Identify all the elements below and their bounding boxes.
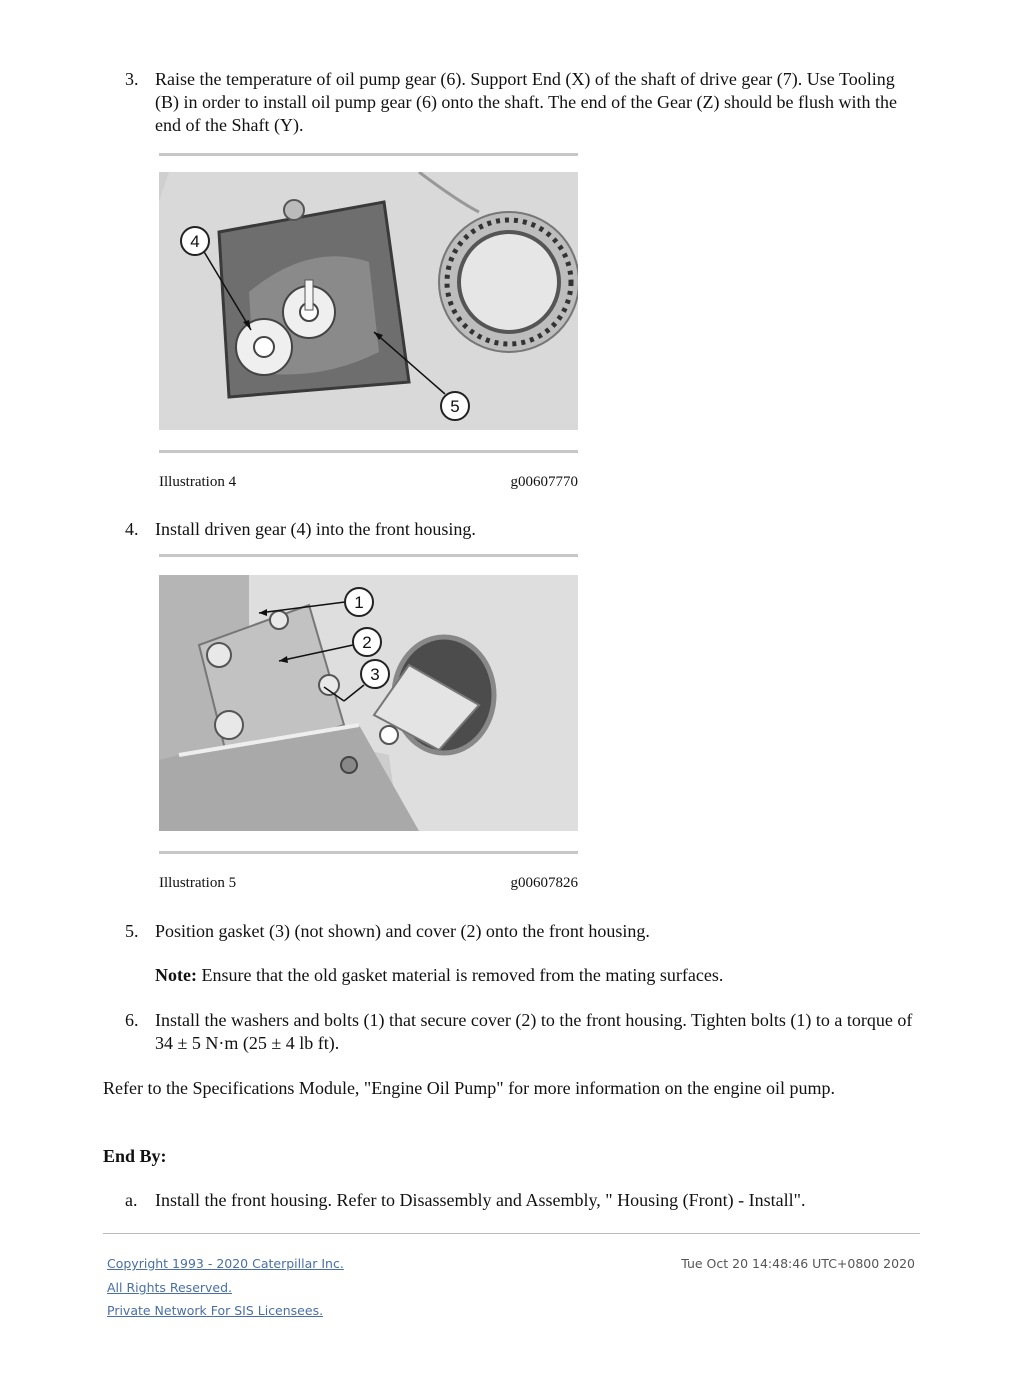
step-text: Position gasket (3) (not shown) and cover (2) onto the front housing.	[155, 921, 650, 941]
note	[103, 964, 923, 987]
copyright-link[interactable]: Copyright 1993 - 2020 Caterpillar Inc.	[107, 1256, 344, 1271]
figure-top-rule	[159, 153, 578, 156]
step-text: Raise the temperature of oil pump gear (6). Support End (X) of the shaft of drive gear (7). Use Tooling (B) in order to install oil pump gear (6) onto the shaft. The end of the Gear (Z) should be flush with the end of the Shaft (Y).	[155, 69, 897, 135]
illustration-label: Illustration 5	[159, 875, 237, 891]
illustration-id: g00607770	[510, 474, 578, 490]
private-network-link[interactable]: Private Network For SIS Licensees.	[107, 1303, 324, 1318]
step-6	[103, 1009, 923, 1055]
note-label: Note:	[155, 965, 197, 985]
rights-link[interactable]: All Rights Reserved.	[107, 1280, 233, 1295]
illustration-5-caption	[159, 874, 578, 892]
step-5	[103, 920, 923, 943]
figure-bottom-rule	[159, 851, 578, 854]
step-number: 5.	[125, 921, 139, 941]
callout-1: 1	[354, 593, 364, 612]
figure-top-rule	[159, 554, 578, 557]
refer-paragraph: Refer to the Specifications Module, "Engine Oil Pump" for more information on the engine oil pump.	[103, 1078, 836, 1098]
step-number: 3.	[125, 69, 139, 89]
timestamp: Tue Oct 20 14:48:46 UTC+0800 2020	[681, 1256, 915, 1271]
callout-5: 5	[450, 397, 460, 416]
end-by-heading: End By:	[103, 1146, 167, 1166]
step-3	[103, 68, 923, 137]
step-text: Install the front housing. Refer to Disassembly and Assembly, " Housing (Front) - Install".	[155, 1190, 806, 1210]
step-a	[103, 1189, 923, 1212]
callout-4: 4	[190, 232, 200, 251]
callout-3: 3	[370, 665, 380, 684]
illustration-label: Illustration 4	[159, 474, 237, 490]
illustration-id: g00607826	[510, 875, 578, 891]
step-4	[103, 518, 923, 541]
step-number: 6.	[125, 1010, 139, 1030]
figure-bottom-rule	[159, 450, 578, 453]
illustration-4-image	[159, 172, 578, 430]
step-number: a.	[125, 1190, 138, 1210]
footer-divider	[103, 1233, 920, 1234]
illustration-4-caption	[159, 473, 578, 491]
step-text: Install the washers and bolts (1) that secure cover (2) to the front housing. Tighten bolts (1) to a torque of 34 ± 5 N·m (25 ± 4 lb ft).	[155, 1010, 913, 1053]
step-text: Install driven gear (4) into the front housing.	[155, 519, 476, 539]
note-text: Ensure that the old gasket material is removed from the mating surfaces.	[196, 965, 724, 985]
step-number: 4.	[125, 519, 139, 539]
callout-2: 2	[362, 633, 372, 652]
illustration-5-image	[159, 575, 578, 831]
